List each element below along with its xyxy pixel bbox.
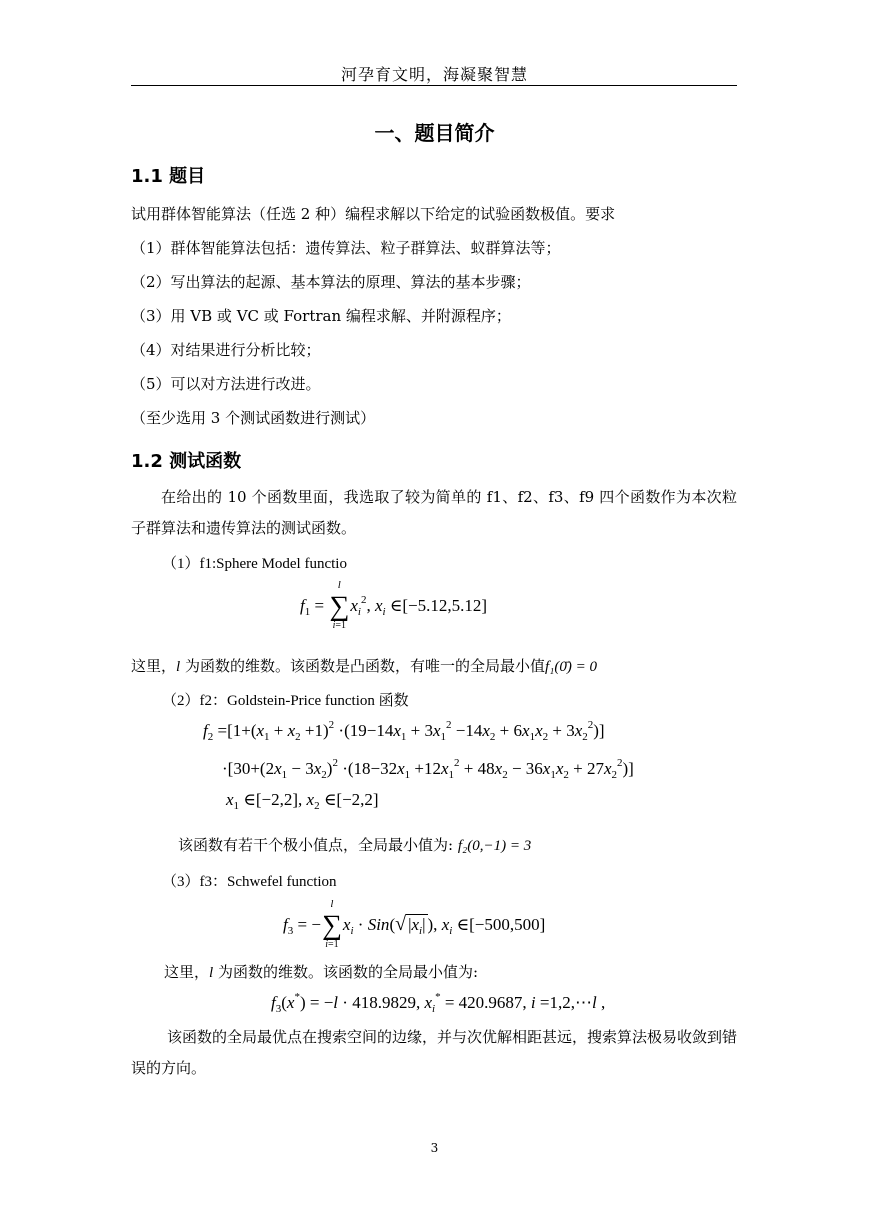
f3-minimum-formula: $f_3(x^*) = -l \cdot 418.9829$, $x_i^* = 420.9687$, i =1,2,⋯l , bbox=[271, 991, 606, 1015]
f2-formula-line2: $\cdot[30+(2x_1 - 3x_2)^2 \cdot(18-32x_1 +12x_1^2 + 48x_2 - 36x_1x_2 + 27x_2^2)]$ bbox=[222, 757, 634, 781]
f3-label: （3）f3：Schwefel function bbox=[162, 874, 337, 890]
f2-min-value: f₂(0,−1) = 3 bbox=[457, 838, 532, 854]
intro-paragraph: 在给出的 10 个函数里面，我选取了较为简单的 f1、f2、f3、f9 四个函数作为本次粒子群算法和遗传算法的测试函数。 bbox=[131, 488, 737, 537]
heading-1-1: 1.1 题目 bbox=[131, 166, 206, 187]
page-number: 3 bbox=[430, 1141, 439, 1155]
f2-note: 该函数有若干个极小值点，全局最小值为: f₂(0,−1) = 3 bbox=[178, 836, 532, 854]
f1-label: （1）f1:Sphere Model functio bbox=[162, 556, 347, 572]
requirement-line: （1）群体智能算法包括：遗传算法、粒子群算法、蚁群算法等； bbox=[131, 239, 561, 257]
requirement-line: （5）可以对方法进行改进。 bbox=[131, 375, 321, 393]
requirement-line: （2）写出算法的起源、基本算法的原理、算法的基本步骤； bbox=[131, 273, 531, 291]
f3-note: 该函数的全局最优点在搜索空间的边缘，并与次优解相距甚远，搜索算法极易收敛到错误的方向。 bbox=[131, 1028, 738, 1077]
f3-description: 这里，l 为函数的维数。该函数的全局最小值为: bbox=[164, 963, 479, 981]
f2-formula-line1: $f_2 =[1+(x_1 + x_2 +1)^2 \cdot(19-14x_1 + 3x_1^2 -14x_2 + 6x_1x_2 + 3x_2^2)]$ bbox=[203, 719, 605, 743]
f2-label: （2）f2：Goldstein-Price function 函数 bbox=[162, 693, 409, 709]
section-title: 一、题目简介 bbox=[374, 121, 495, 145]
requirement-line: （4）对结果进行分析比较； bbox=[131, 341, 321, 359]
f3-formula: $f_3$ = −∑ l i=1 $x_i \cdot Sin(√$ $|x_i|$ ), $x_i$ ∈[−500,500] bbox=[283, 898, 546, 950]
f1-description: 这里，l 为函数的维数。该函数是凸函数，有唯一的全局最小值f₁(0̄) = 0 bbox=[131, 657, 597, 675]
header-rule bbox=[131, 85, 737, 86]
f1-formula: $f_1$ = ∑ l i=1 $x_i^2$, $x_i$ ∈[−5.12,5.12] bbox=[300, 579, 488, 631]
f2-domain: $x_1$ ∈[−2,2], $x_2$ ∈[−2,2] bbox=[226, 790, 379, 812]
heading-1-2: 1.2 测试函数 bbox=[131, 451, 242, 472]
f1-min-value: f₁(0̄) = 0 bbox=[544, 659, 597, 675]
requirement-line: （至少选用 3 个测试函数进行测试） bbox=[131, 409, 376, 427]
requirement-line: （3）用 VB 或 VC 或 Fortran 编程求解、并附源程序； bbox=[131, 307, 511, 325]
page-header: 河孕育文明，海凝聚智慧 bbox=[340, 65, 528, 84]
requirement-line: 试用群体智能算法（任选 2 种）编程求解以下给定的试验函数极值。要求 bbox=[131, 205, 616, 223]
